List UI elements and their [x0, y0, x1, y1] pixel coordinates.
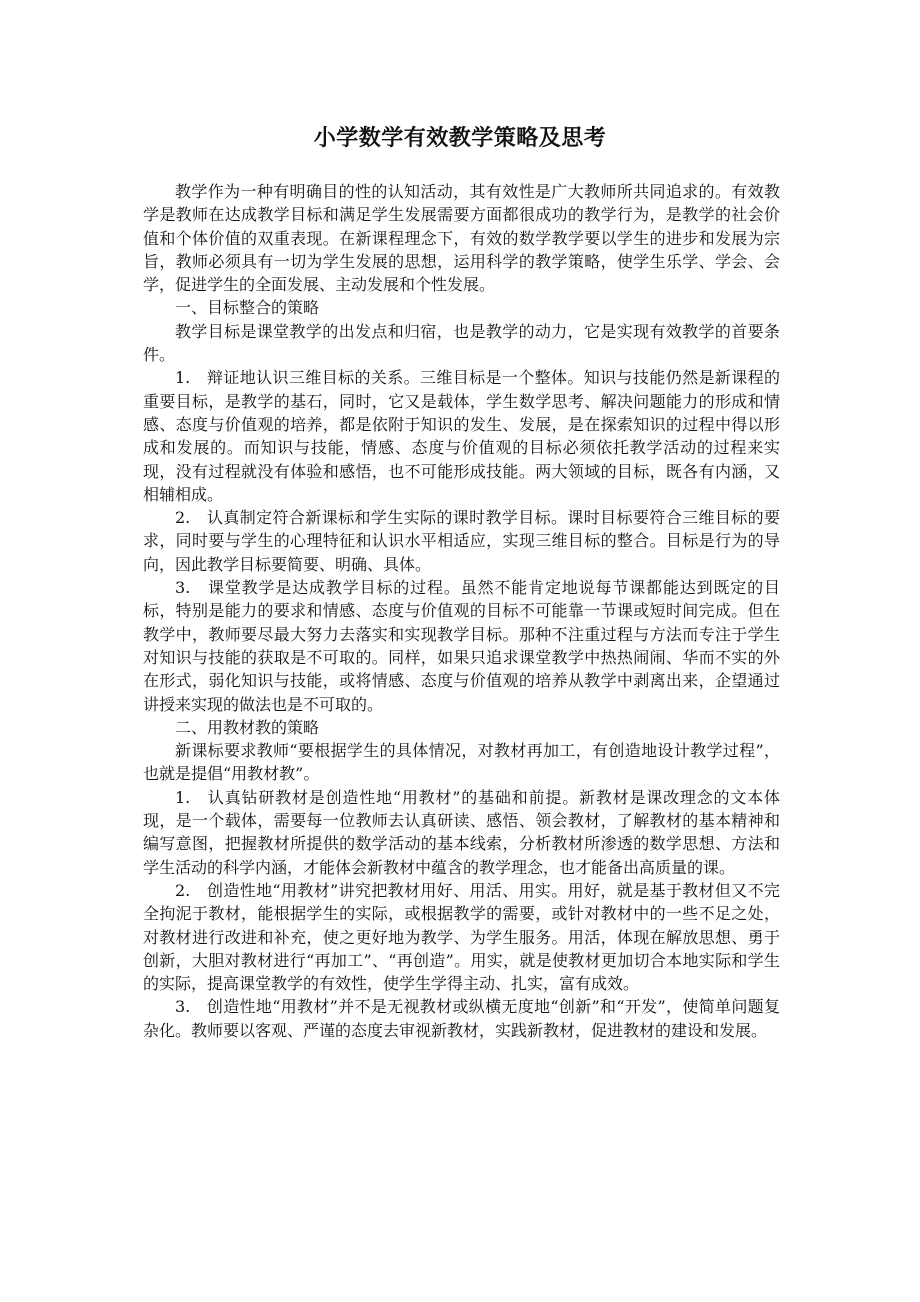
section-2-intro: 新课标要求教师“要根据学生的具体情况，对教材再加工，有创造地设计教学过程”，也就是提倡“用教材教”。 [143, 741, 780, 784]
intro-paragraph: 教学作为一种有明确目的性的认知活动，其有效性是广大教师所共同追求的。有效教学是教师在达成教学目标和满足学生发展需要方面都很成功的教学行为，是教学的社会价值和个体价值的双重表现。在新课程理念下，有效的数学教学要以学生的进步和发展为宗旨，教师必须具有一切为学生发展的思想，运用科学的教学策略，使学生乐学、学会、会学，促进学生的全面发展、主动发展和个性发展。 [143, 182, 780, 295]
section-2-item-1: 1. 认真钻研教材是创造性地“用教材”的基础和前提。新教材是课改理念的文本体现，是一个载体，需要每一位教师去认真研读、感悟、领会教材，了解教材的基本精神和编写意图，把握教材所提供的数学活动的基本线索，分析教材所渗透的数学思想、方法和学生活动的科学内涵，才能体会新教材中蕴含的教学理念，也才能备出高质量的课。 [143, 787, 780, 877]
section-heading-1: 一、目标整合的策略 [175, 298, 320, 318]
document-title: 小学数学有效教学策略及思考 [313, 126, 607, 151]
section-1-item-1: 1. 辩证地认识三维目标的关系。三维目标是一个整体。知识与技能仍然是新课程的重要目标，是教学的基石，同时，它又是载体，学生数学思考、解决问题能力的形成和情感、态度与价值观的培养，都是依附于知识的发生、发展，是在探索知识的过程中得以形成和发展的。而知识与技能，情感、态度与价值观的目标必须依托教学活动的过程来实现，没有过程就没有体验和感悟，也不可能形成技能。两大领域的目标，既各有内涵，又相辅相成。 [143, 368, 780, 504]
section-1-intro: 教学目标是课堂教学的出发点和归宿，也是教学的动力，它是实现有效教学的首要条件。 [143, 321, 780, 365]
section-2-item-3: 3. 创造性地“用教材”并不是无视教材或纵横无度地“创新”和“开发”，使简单问题复杂化。教师要以客观、严谨的态度去审视新教材，实践新教材，促进教材的建设和发展。 [143, 997, 780, 1040]
section-1-item-2: 2. 认真制定符合新课标和学生实际的课时教学目标。课时目标要符合三维目标的要求，同时要与学生的心理特征和认识水平相适应，实现三维目标的整合。目标是行为的导向，因此教学目标要简要、明确、具体。 [143, 508, 780, 574]
section-1-item-3: 3. 课堂教学是达成教学目标的过程。虽然不能肯定地说每节课都能达到既定的目标，特别是能力的要求和情感、态度与价值观的目标不可能靠一节课或短时间完成。但在教学中，教师要尽最大努力去落实和实现教学目标。那种不注重过程与方法而专注于学生对知识与技能的获取是不可取的。同样，如果只追求课堂教学中热热闹闹、华而不实的外在形式，弱化知识与技能，或将情感、态度与价值观的培养从教学中剥离出来，企望通过讲授来实现的做法也是不可取的。 [143, 578, 780, 714]
section-2-item-2: 2. 创造性地“用教材”讲究把教材用好、用活、用实。用好，就是基于教材但又不完全拘泥于教材，能根据学生的实际，或根据教学的需要，或针对教材中的一些不足之处，对教材进行改进和补充，使之更好地为教学、为学生服务。用活，体现在解放思想、勇于创新，大胆对教材进行“再加工”、“再创造”。用实，就是使教材更加切合本地实际和学生的实际，提高课堂教学的有效性，使学生学得主动、扎实，富有成效。 [143, 880, 780, 994]
document-body [143, 180, 780, 1042]
section-heading-2: 二、用教材教的策略 [175, 717, 320, 737]
